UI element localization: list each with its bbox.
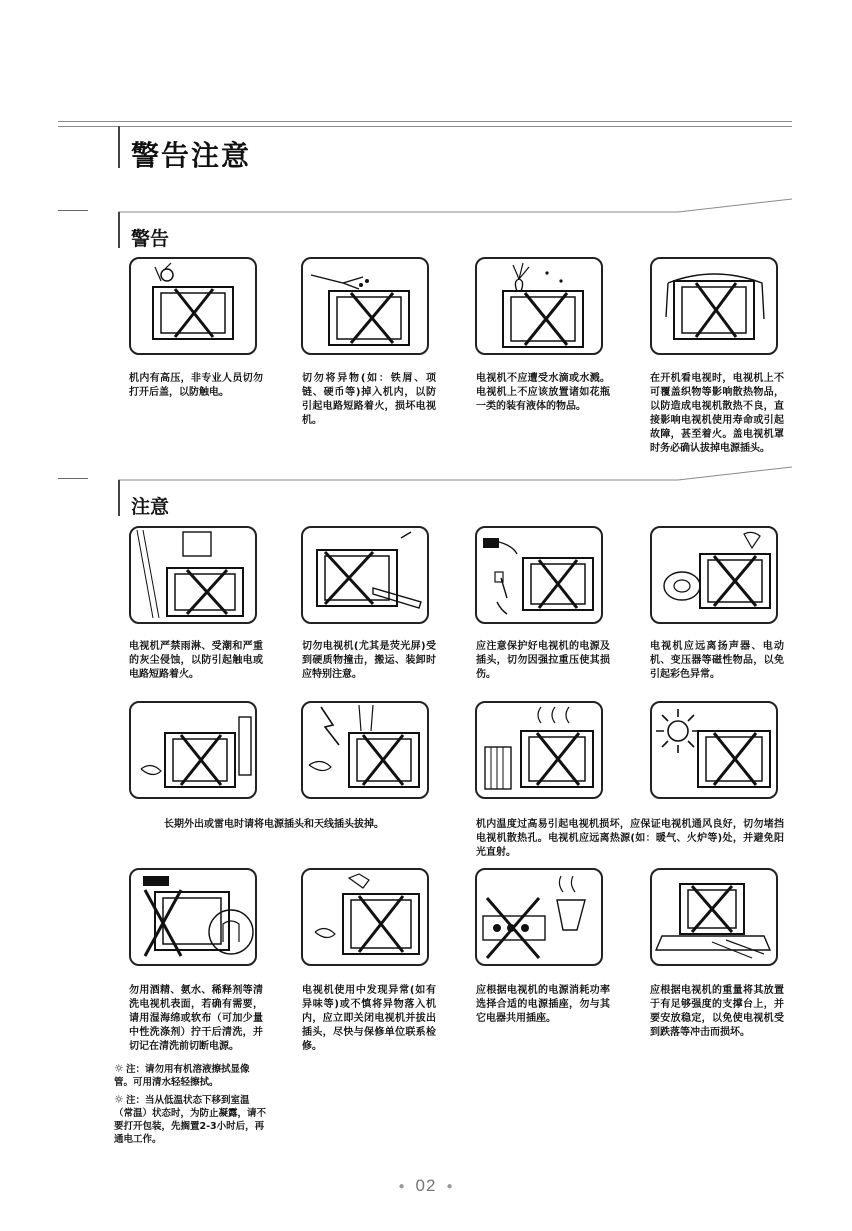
warning-rule-slant <box>118 198 794 214</box>
top-rule-1 <box>58 121 792 122</box>
page-number-text: 02 <box>415 1176 437 1195</box>
note-1-text: 注：请勿用有机溶液擦拭显像管。可用清水轻轻擦拭。 <box>114 1064 250 1088</box>
caution-card-7 <box>475 701 603 799</box>
warning-card-2 <box>301 257 429 355</box>
warning-rule-short <box>58 210 88 211</box>
caution-card-2 <box>301 526 429 624</box>
tv-prohibited-icon <box>652 528 776 622</box>
warning-caption-3: 电视机不应遭受水滴或水溅。电视机上不应该放置诸如花瓶一类的装有液体的物品。 <box>476 373 610 412</box>
caution-card-5 <box>129 701 257 799</box>
caution-card-4 <box>650 526 778 624</box>
page-title: 警告注意 <box>131 139 252 172</box>
caution-rule-slant <box>118 466 794 482</box>
note-2 <box>114 1093 266 1146</box>
tv-prohibited-icon <box>652 870 776 964</box>
caution-card-10 <box>301 868 429 966</box>
warning-caption-1: 机内有高压，非专业人员切勿打开后盖，以防触电。 <box>129 373 263 398</box>
caution-caption-9: 勿用酒精、氨水、稀释剂等清洗电视机表面，若确有需要，请用湿海绵或软布（可加少量中性洗涤剂）拧干后清洗，并切记在清洗前切断电源。 <box>129 985 263 1052</box>
sun-icon: ☼ <box>114 1062 124 1075</box>
warning-bar <box>118 212 120 248</box>
tv-prohibited-icon <box>652 259 776 353</box>
caution-caption-4: 电视机应远离扬声器、电动机、变压器等磁性物品，以免引起彩色异常。 <box>650 641 784 680</box>
tv-prohibited-icon <box>131 703 255 797</box>
caution-caption-5: 长期外出或雷电时请将电源插头和天线插头拔掉。 <box>164 819 384 830</box>
caution-card-3 <box>475 526 603 624</box>
caution-rule-short <box>58 478 88 479</box>
caution-card-1 <box>129 526 257 624</box>
top-rule-2 <box>58 126 792 127</box>
title-bar <box>118 126 120 168</box>
caution-caption-12: 应根据电视机的重量将其放置于有足够强度的支撑台上，并要安放稳定，以免使电视机受到跌落等冲击而损坏。 <box>650 985 784 1038</box>
page-number-dot-left: ● <box>398 1181 406 1193</box>
tv-prohibited-icon <box>652 703 776 797</box>
tv-prohibited-icon <box>303 870 427 964</box>
note-1 <box>114 1062 266 1089</box>
tv-prohibited-icon <box>477 703 601 797</box>
caution-caption-11: 应根据电视机的电源消耗功率选择合适的电源插座，勿与其它电器共用插座。 <box>476 985 610 1024</box>
tv-prohibited-icon <box>131 259 255 353</box>
caution-card-12 <box>650 868 778 966</box>
caution-caption-10: 电视机使用中发现异常(如有异味等)或不慎将异物落入机内，应立即关闭电视机并拔出插头，尽快与保修单位联系检修。 <box>302 985 436 1052</box>
caution-card-11 <box>475 868 603 966</box>
tv-prohibited-icon <box>303 528 427 622</box>
warning-caption-2: 切勿将异物(如：铁屑、项链、硬币等)掉入机内，以防引起电路短路着火，损坏电视机。 <box>302 373 436 426</box>
caution-title: 注意 <box>131 496 170 518</box>
caution-caption-2: 切勿电视机(尤其是荧光屏)受到硬质物撞击，搬运、装卸时应特别注意。 <box>302 641 436 680</box>
tv-prohibited-icon <box>477 528 601 622</box>
caution-card-6 <box>301 701 429 799</box>
note-2-text: 注：当从低温状态下移到室温（常温）状态时，为防止凝露，请不要打开包装，先搁置2-3小时后，再通电工作。 <box>114 1095 267 1145</box>
sun-icon: ☼ <box>114 1093 124 1106</box>
tv-prohibited-icon <box>303 703 427 797</box>
warning-card-3 <box>475 257 603 355</box>
caution-card-9 <box>129 868 257 966</box>
warning-caption-4: 在开机看电视时，电视机上不可覆盖织物等影响散热物品，以防造成电视机散热不良，直接影响电视机使用寿命或引起故障，甚至着火。盖电视机罩时务必确认拔掉电源插头。 <box>650 373 784 454</box>
tv-prohibited-icon <box>131 870 255 964</box>
tv-prohibited-icon <box>303 259 427 353</box>
caution-bar <box>118 480 120 516</box>
warning-card-4 <box>650 257 778 355</box>
tv-prohibited-icon <box>477 259 601 353</box>
caution-caption-6: 机内温度过高易引起电视机损坏，应保证电视机通风良好，切勿堵挡电视机散热孔。电视机应远离热源(如：暖气、火炉等)处，并避免阳光直射。 <box>476 819 784 858</box>
page-number-dot-right: ● <box>446 1181 454 1193</box>
warning-card-1 <box>129 257 257 355</box>
caution-caption-3: 应注意保护好电视机的电源及插头，切勿因强拉重压使其损伤。 <box>476 641 610 680</box>
tv-prohibited-icon <box>131 528 255 622</box>
warning-title: 警告 <box>131 228 170 250</box>
caution-caption-1: 电视机严禁雨淋、受潮和严重的灰尘侵蚀，以防引起触电或电路短路着火。 <box>129 641 263 680</box>
caution-card-8 <box>650 701 778 799</box>
page-number <box>0 1176 852 1196</box>
tv-prohibited-icon <box>477 870 601 964</box>
